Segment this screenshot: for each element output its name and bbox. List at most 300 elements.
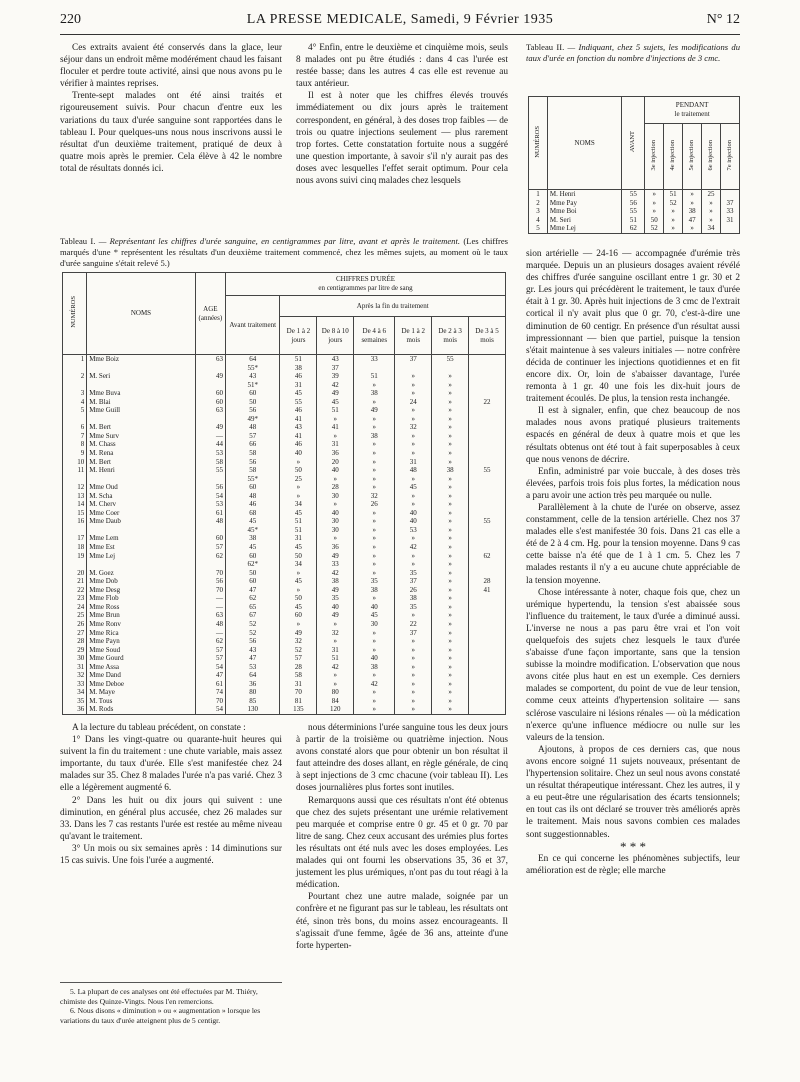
urea-value: 56 xyxy=(249,406,257,415)
urea-value: 81 xyxy=(294,696,302,705)
patient-name: Mme Brun xyxy=(87,611,196,620)
patient-age: 56 xyxy=(195,577,225,586)
urea-value: » xyxy=(448,414,452,423)
urea-value-cell xyxy=(280,500,317,509)
patient-age: 49 xyxy=(195,423,225,432)
urea-value: 52 xyxy=(664,199,683,208)
patient-age: 54 xyxy=(195,663,225,672)
urea-value: » xyxy=(372,483,377,492)
page-header xyxy=(60,12,740,36)
patient-age: 48 xyxy=(195,517,225,534)
urea-value: 40 xyxy=(370,602,378,611)
table-row xyxy=(63,517,505,534)
paragraph: Trente-sept malades ont été ainsi traités et rigoureusement suivis. Pour chacun d'entre eux les variations du taux d'urée sanguine sont rapportées dans le tableau I. Pour quelques-uns nous nous inscrivons aussi le résultat d'un deuxième traitement, pratiqué de deux à quatre mois après le premier. Cela élève à 42 le nombre total de résultats donnés ici. xyxy=(60,91,282,174)
patient-age: — xyxy=(195,594,225,603)
urea-value: 42 xyxy=(331,568,339,577)
urea-value: 40 xyxy=(409,517,417,526)
urea-value xyxy=(471,483,503,492)
table-row xyxy=(529,216,739,225)
urea-value: 49 xyxy=(331,585,339,594)
urea-value-cell xyxy=(432,423,469,432)
urea-value: » xyxy=(448,585,452,594)
urea-value-cell xyxy=(280,372,317,389)
urea-value: » xyxy=(372,508,377,517)
urea-value-cell xyxy=(225,629,280,638)
table-row xyxy=(63,355,505,373)
paragraph: Chose intéressante à noter, chaque fois que, chez un urémique hypertendu, la tension s'est abaissée sous l'influence du traitement, le taux d'urée a diminué aussi. L'inverse ne nous a pas paru être vrai et l'on voit quelquefois des sujets chez lesquels le taux d'urée s'abaisse d'une façon importante, sans que la tension subisse la moindre modification. L'observation que nous avons citée plus haut en est un exemple. Ces derniers malades se comportent, du point de vue de leur tension, comme ceux atteints d'hypertension solitaire — sans sclérose vasculaire ni lésions rénales — où la médication n'exerce qu'une influence médiocre ou nulle sur les valeurs de la tension. xyxy=(526,587,740,743)
col-header-period: De 3 à 5 mois xyxy=(469,317,505,355)
urea-value-cell xyxy=(354,671,395,680)
urea-value-cell xyxy=(469,492,505,501)
urea-value: 41 xyxy=(294,414,302,423)
urea-value: 25 xyxy=(294,474,302,483)
urea-value-cell xyxy=(280,603,317,612)
table-row xyxy=(63,509,505,518)
urea-value-cell xyxy=(354,355,395,373)
urea-value-cell xyxy=(225,646,280,655)
urea-value: » xyxy=(411,679,416,688)
urea-value: » xyxy=(372,645,377,654)
urea-value-cell xyxy=(432,552,469,569)
urea-value-cell xyxy=(225,440,280,449)
urea-value-cell xyxy=(280,440,317,449)
table-row xyxy=(63,586,505,595)
urea-value: » xyxy=(645,207,664,216)
row-number: 10 xyxy=(77,457,85,466)
paragraph: Remarquons aussi que ces résultats n'ont été obtenus que chez des sujets présentant une urémie relativement peu marquée et comprise entre 0 gr. 45 et 0 gr. 70 par litre de sang. Chez ceux accusant des urémies plus fortes les résultats ont été nuls avec les doses employées. Les malades qui ont fourni les observations 35, 36 et 37, justement les plus urémiques, n'ont pas du tout réagi à la médication. xyxy=(296,795,508,891)
urea-value: » xyxy=(702,207,721,216)
urea-value-cell xyxy=(280,620,317,629)
urea-value xyxy=(471,637,503,646)
urea-value: 52 xyxy=(249,628,257,637)
urea-value: » xyxy=(664,224,683,233)
patient-name: M. Bert xyxy=(87,423,196,432)
col-header-numeros: NUMÉROS xyxy=(70,296,78,329)
urea-value: 38 xyxy=(294,363,302,372)
urea-value: 65 xyxy=(249,602,257,611)
urea-value: 52 xyxy=(294,645,302,654)
urea-value: 45 xyxy=(294,508,302,517)
urea-value-cell xyxy=(317,680,354,689)
urea-value: 48 xyxy=(249,423,257,432)
urea-value: 55 xyxy=(483,466,491,475)
urea-value-cell xyxy=(432,517,469,534)
patient-age: — xyxy=(195,629,225,638)
urea-value: » xyxy=(448,560,452,569)
urea-value: 40 xyxy=(331,508,339,517)
urea-value: 36 xyxy=(331,543,339,552)
patient-name: M. Henri xyxy=(547,190,621,199)
urea-value xyxy=(471,381,503,390)
urea-value: 22 xyxy=(409,619,417,628)
urea-value-cell xyxy=(225,398,280,407)
urea-value xyxy=(471,415,503,424)
urea-value-cell xyxy=(317,492,354,501)
urea-value: 62 xyxy=(249,594,257,603)
urea-value-cell xyxy=(395,637,432,646)
urea-value-cell xyxy=(225,620,280,629)
urea-value-cell xyxy=(280,586,317,595)
urea-value: 60 xyxy=(294,611,302,620)
patient-name: Mme Buva xyxy=(87,389,196,398)
urea-value-cell xyxy=(354,492,395,501)
urea-value-cell xyxy=(225,458,280,467)
patient-age: 44 xyxy=(195,440,225,449)
urea-value: » xyxy=(372,543,377,552)
table1-caption xyxy=(60,236,508,268)
urea-value-cell xyxy=(225,586,280,595)
urea-value-cell xyxy=(354,611,395,620)
urea-value-cell xyxy=(469,372,505,389)
urea-value: » xyxy=(411,372,416,381)
table-row xyxy=(63,577,505,586)
urea-value: 55 xyxy=(294,397,302,406)
urea-value: » xyxy=(411,491,416,500)
urea-value: » xyxy=(448,525,452,534)
urea-value-cell xyxy=(395,611,432,620)
urea-value-cell xyxy=(280,688,317,697)
patient-age: 53 xyxy=(195,449,225,458)
urea-value-cell xyxy=(280,466,317,483)
urea-value-cell xyxy=(354,569,395,578)
patient-age: 74 xyxy=(195,688,225,697)
urea-value xyxy=(471,389,503,398)
urea-value: 28 xyxy=(331,483,339,492)
urea-value: » xyxy=(372,688,377,697)
row-number: 27 xyxy=(77,628,85,637)
urea-value: 60 xyxy=(249,577,257,586)
table-row xyxy=(63,646,505,655)
row-number: 9 xyxy=(80,449,85,458)
patient-name: M. Tous xyxy=(87,697,196,706)
urea-value: » xyxy=(448,705,452,714)
urea-value: » xyxy=(448,431,452,440)
urea-value-cell xyxy=(395,406,432,423)
urea-value: 64 xyxy=(249,355,257,363)
urea-value-cell xyxy=(354,449,395,458)
col2-top-text xyxy=(296,42,508,187)
urea-value-cell xyxy=(317,534,354,543)
table-row xyxy=(529,199,739,208)
urea-value xyxy=(720,224,739,233)
urea-value-cell xyxy=(395,517,432,534)
urea-value-cell xyxy=(225,483,280,492)
col-header-injection: 3e injection xyxy=(649,139,657,171)
col-header-period: De 1 à 2 jours xyxy=(280,317,317,355)
urea-value: 64 xyxy=(249,671,257,680)
urea-value: » xyxy=(411,611,416,620)
col-header-chiffres-sub: en centigrammes par litre de sang xyxy=(318,284,413,292)
urea-value xyxy=(356,364,392,373)
patient-name: M. Henri xyxy=(87,466,196,483)
urea-value: » xyxy=(448,628,452,637)
urea-value-cell xyxy=(225,569,280,578)
urea-value: » xyxy=(448,440,452,449)
row-number: 20 xyxy=(77,568,85,577)
urea-value-cell xyxy=(317,620,354,629)
urea-value: 26 xyxy=(409,585,417,594)
urea-value: 33 xyxy=(370,355,378,363)
urea-value: » xyxy=(372,696,377,705)
urea-value: 60 xyxy=(249,483,257,492)
urea-before: 62 xyxy=(622,224,645,233)
urea-value-cell xyxy=(317,569,354,578)
urea-value-cell xyxy=(395,423,432,432)
patient-name: M. Seri xyxy=(547,216,621,225)
urea-value: » xyxy=(411,551,416,560)
urea-value: 41 xyxy=(483,585,491,594)
patient-name: Mme Est xyxy=(87,543,196,552)
patient-age: 70 xyxy=(195,697,225,706)
urea-value: 53 xyxy=(409,525,417,534)
patient-name: M. Chass xyxy=(87,440,196,449)
paragraph: En ce qui concerne les phénomènes subjectifs, leur amélioration est de règle; elle marche xyxy=(526,853,740,876)
urea-value-cell xyxy=(432,509,469,518)
urea-value xyxy=(471,611,503,620)
urea-value-cell xyxy=(317,509,354,518)
urea-value-cell xyxy=(469,398,505,407)
urea-value: 28 xyxy=(294,662,302,671)
urea-value: 58 xyxy=(249,466,257,475)
urea-value xyxy=(471,671,503,680)
patient-age: 47 xyxy=(195,671,225,680)
patient-name: M. Cherv xyxy=(87,500,196,509)
urea-value: 37 xyxy=(409,628,417,637)
row-number: 1 xyxy=(536,190,540,198)
urea-value-cell xyxy=(225,697,280,706)
patient-age: 56 xyxy=(195,483,225,492)
caption-label: Tableau II. xyxy=(526,42,565,52)
urea-value-cell xyxy=(432,466,469,483)
urea-value-cell xyxy=(432,432,469,441)
urea-value xyxy=(471,688,503,697)
patient-name: Mme Guill xyxy=(87,406,196,423)
patient-name: Mme Deboe xyxy=(87,680,196,689)
patient-age: 55 xyxy=(195,466,225,483)
urea-value-cell xyxy=(432,611,469,620)
urea-value: 39 xyxy=(331,372,339,381)
urea-value: 58 xyxy=(294,671,302,680)
urea-value-cell xyxy=(469,611,505,620)
urea-value-cell xyxy=(317,594,354,603)
urea-value-cell xyxy=(395,680,432,689)
row-number: 11 xyxy=(77,466,85,475)
urea-value: 46 xyxy=(294,372,302,381)
patient-age: 57 xyxy=(195,543,225,552)
urea-value-cell xyxy=(432,637,469,646)
footnote: 5. La plupart de ces analyses ont été effectuées par M. Thiéry, chimiste des Quinze-Vingts. Nous l'en remercions. xyxy=(60,987,258,1006)
urea-value: » xyxy=(448,397,452,406)
urea-value: 30 xyxy=(370,619,378,628)
table-row xyxy=(529,190,739,199)
table-row xyxy=(63,629,505,638)
urea-value-cell xyxy=(354,577,395,586)
urea-value-cell xyxy=(354,705,395,714)
row-number: 23 xyxy=(77,594,85,603)
urea-value-cell xyxy=(395,500,432,509)
urea-value: 57 xyxy=(294,654,302,663)
urea-value: 55* xyxy=(247,474,258,483)
urea-value: 50 xyxy=(249,568,257,577)
urea-value-cell xyxy=(354,654,395,663)
table-row xyxy=(63,389,505,398)
urea-value: 62 xyxy=(483,551,491,560)
urea-before: 56 xyxy=(622,199,645,208)
urea-value-cell xyxy=(317,440,354,449)
urea-value: 49 xyxy=(370,406,378,415)
urea-value: » xyxy=(333,671,338,680)
urea-value-cell xyxy=(225,603,280,612)
table-row xyxy=(63,654,505,663)
urea-value-cell xyxy=(469,449,505,458)
urea-value-cell xyxy=(395,398,432,407)
urea-value: » xyxy=(664,207,683,216)
urea-value: » xyxy=(296,491,301,500)
table-row xyxy=(63,398,505,407)
urea-value-cell xyxy=(469,603,505,612)
urea-value: 43 xyxy=(294,423,302,432)
patient-name: Mme Ronv xyxy=(87,620,196,629)
urea-value: » xyxy=(448,474,452,483)
urea-value-cell xyxy=(395,355,432,373)
row-number: 4 xyxy=(536,215,540,224)
urea-value: » xyxy=(448,423,452,432)
urea-value: » xyxy=(372,594,377,603)
urea-value-cell xyxy=(354,629,395,638)
urea-value-cell xyxy=(469,552,505,569)
urea-value: 36 xyxy=(249,679,257,688)
urea-value: 40 xyxy=(331,602,339,611)
urea-value-cell xyxy=(395,629,432,638)
patient-age: 57 xyxy=(195,654,225,663)
urea-value: 38 xyxy=(370,662,378,671)
urea-value: 53 xyxy=(249,662,257,671)
urea-value: 35 xyxy=(409,568,417,577)
urea-value-cell xyxy=(432,594,469,603)
urea-value: » xyxy=(372,568,377,577)
urea-value: 52 xyxy=(645,224,664,233)
urea-value-cell xyxy=(354,458,395,467)
patient-name: Mme Coer xyxy=(87,509,196,518)
patient-name: Mme Boi xyxy=(547,207,621,216)
patient-name: M. Scha xyxy=(87,492,196,501)
urea-value-cell xyxy=(354,603,395,612)
row-number: 32 xyxy=(77,671,85,680)
row-number: 30 xyxy=(77,654,85,663)
urea-value: 56 xyxy=(249,637,257,646)
urea-value xyxy=(471,406,503,415)
urea-value: 30 xyxy=(331,525,339,534)
patient-name: Mme Lej xyxy=(547,224,621,233)
urea-value: 45 xyxy=(294,577,302,586)
urea-value-cell xyxy=(432,663,469,672)
row-number: 7 xyxy=(80,431,85,440)
table-row xyxy=(63,663,505,672)
patient-name: M. Bert xyxy=(87,458,196,467)
urea-value: » xyxy=(372,551,377,560)
urea-value-cell xyxy=(432,398,469,407)
row-number: 31 xyxy=(77,662,85,671)
row-number: 34 xyxy=(77,688,85,697)
urea-value: » xyxy=(411,560,416,569)
patient-name: Mme Desg xyxy=(87,586,196,595)
urea-value-cell xyxy=(469,517,505,534)
urea-value-cell xyxy=(395,509,432,518)
urea-value-cell xyxy=(280,389,317,398)
paragraph: Pourtant chez une autre malade, soignée par un confrère et ne figurant pas sur le tableau, les résultats ont été, sinon très bons, du moins assez encourageants. Il s'agissait d'une femme, âgée de 36 ans, atteinte d'une forte hyperten- xyxy=(296,892,508,951)
paragraph: 3° Un mois ou six semaines après : 14 diminutions sur 15 cas suivis. Une fois l'urée a augmenté. xyxy=(60,843,282,867)
col-header-avant: Avant traitement xyxy=(225,296,280,355)
urea-value: » xyxy=(411,431,416,440)
urea-value: 49 xyxy=(331,551,339,560)
urea-value-cell xyxy=(354,646,395,655)
urea-value: 49* xyxy=(247,414,258,423)
urea-value: » xyxy=(448,594,452,603)
urea-value-cell xyxy=(469,355,505,373)
caption-note: (Les chiffres marqués d'une * représentent les résultats d'un deuxième traitement commencé, chez les mêmes sujets, au moment où le taux d'urée sanguine s'était relevé 5.) xyxy=(60,236,508,268)
patient-name: Mme Boiz xyxy=(87,355,196,373)
col-header-period: De 8 à 10 jours xyxy=(317,317,354,355)
urea-value-cell xyxy=(280,629,317,638)
urea-value: 37 xyxy=(409,355,417,363)
urea-value-cell xyxy=(280,543,317,552)
urea-value: » xyxy=(448,491,452,500)
urea-value-cell xyxy=(225,492,280,501)
urea-value-cell xyxy=(225,423,280,432)
patient-age: 70 xyxy=(195,586,225,595)
urea-value: 48 xyxy=(409,466,417,475)
journal-title: LA PRESSE MEDICALE, Samedi, 9 Février 1935 xyxy=(246,12,554,27)
urea-value: 38 xyxy=(249,534,257,543)
urea-value-cell xyxy=(432,500,469,509)
urea-value: 50 xyxy=(294,466,302,475)
urea-value-cell xyxy=(354,483,395,492)
footnotes xyxy=(60,982,282,1025)
urea-value: » xyxy=(702,216,721,225)
urea-value: » xyxy=(333,474,338,483)
urea-value: » xyxy=(411,705,416,714)
patient-name: Mme Assa xyxy=(87,663,196,672)
urea-value: 40 xyxy=(370,654,378,663)
urea-value-cell xyxy=(225,372,280,389)
urea-value: 43 xyxy=(331,355,339,363)
patient-age: 54 xyxy=(195,492,225,501)
urea-value: 42 xyxy=(409,543,417,552)
urea-value xyxy=(471,458,503,467)
urea-value-cell xyxy=(317,663,354,672)
urea-value: » xyxy=(333,534,338,543)
urea-value: 32 xyxy=(370,491,378,500)
patient-name: Mme Daub xyxy=(87,517,196,534)
urea-value: » xyxy=(448,577,452,586)
urea-value-cell xyxy=(354,432,395,441)
urea-value-cell xyxy=(280,449,317,458)
row-number: 4 xyxy=(80,397,85,406)
table-row xyxy=(529,224,739,233)
urea-value: » xyxy=(372,423,377,432)
urea-value-cell xyxy=(469,543,505,552)
urea-value-cell xyxy=(432,355,469,373)
urea-value-cell xyxy=(395,688,432,697)
urea-value-cell xyxy=(354,680,395,689)
table-row xyxy=(63,423,505,432)
row-number: 18 xyxy=(77,543,85,552)
urea-value-cell xyxy=(469,629,505,638)
urea-value-cell xyxy=(354,543,395,552)
urea-value-cell xyxy=(469,483,505,492)
urea-value-cell xyxy=(317,654,354,663)
urea-value-cell xyxy=(225,406,280,423)
